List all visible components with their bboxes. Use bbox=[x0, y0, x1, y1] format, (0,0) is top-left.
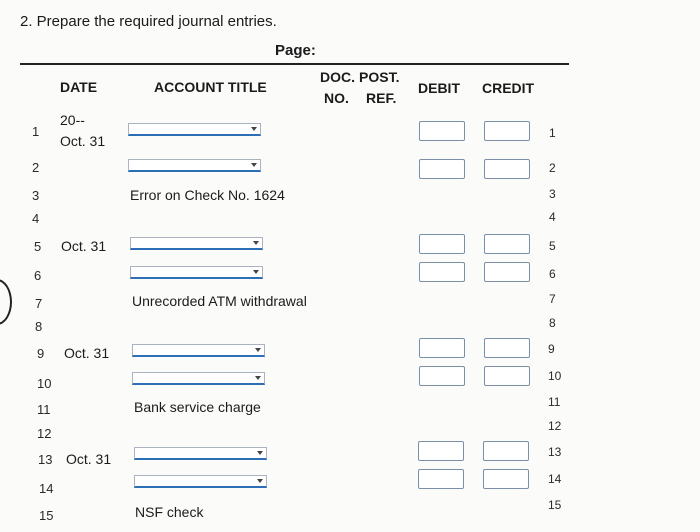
line-number-left: 15 bbox=[39, 508, 54, 523]
account-title-dropdown[interactable] bbox=[132, 344, 265, 357]
credit-input[interactable] bbox=[484, 338, 530, 358]
entry-date: Oct. 31 bbox=[60, 133, 106, 149]
instructions-heading: 2. Prepare the required journal entries. bbox=[20, 13, 277, 30]
header-rule bbox=[20, 63, 569, 65]
chevron-down-icon bbox=[255, 376, 261, 380]
line-number-right: 4 bbox=[549, 210, 556, 224]
line-number-left: 2 bbox=[32, 160, 40, 175]
line-number-right: 12 bbox=[548, 419, 562, 433]
date-column-header: DATE bbox=[60, 79, 98, 95]
line-number-left: 14 bbox=[39, 481, 54, 496]
debit-input[interactable] bbox=[419, 159, 465, 179]
credit-column-header: CREDIT bbox=[482, 80, 535, 96]
credit-input[interactable] bbox=[483, 441, 529, 461]
debit-input[interactable] bbox=[418, 441, 464, 461]
line-number-right: 1 bbox=[549, 126, 556, 140]
line-number-left: 10 bbox=[37, 376, 52, 391]
chevron-down-icon bbox=[257, 451, 263, 455]
line-number-left: 5 bbox=[34, 239, 42, 254]
line-number-left: 6 bbox=[34, 268, 42, 283]
chevron-down-icon bbox=[251, 127, 257, 131]
credit-input[interactable] bbox=[484, 262, 530, 282]
line-number-left: 4 bbox=[32, 211, 40, 226]
entry-date: Oct. 31 bbox=[61, 238, 107, 254]
line-number-left: 12 bbox=[37, 426, 52, 441]
account-title-dropdown[interactable] bbox=[132, 372, 265, 385]
account-title-dropdown[interactable] bbox=[134, 447, 267, 460]
debit-input[interactable] bbox=[418, 469, 464, 489]
account-title-dropdown[interactable] bbox=[134, 475, 267, 488]
account-title-column-header: ACCOUNT TITLE bbox=[154, 79, 267, 95]
chevron-down-icon bbox=[253, 241, 259, 245]
line-number-right: 5 bbox=[549, 239, 556, 253]
debit-input[interactable] bbox=[419, 121, 465, 141]
credit-input[interactable] bbox=[484, 159, 530, 179]
left-edge-bracket bbox=[0, 279, 12, 325]
debit-input[interactable] bbox=[419, 338, 465, 358]
entry-date: Oct. 31 bbox=[66, 451, 112, 467]
chevron-down-icon bbox=[255, 348, 261, 352]
credit-input[interactable] bbox=[484, 234, 530, 254]
line-number-right: 6 bbox=[549, 267, 556, 281]
debit-column-header: DEBIT bbox=[418, 80, 460, 96]
account-title-dropdown[interactable] bbox=[128, 159, 261, 172]
line-number-left: 13 bbox=[38, 452, 53, 467]
account-title-dropdown[interactable] bbox=[130, 237, 263, 250]
credit-input[interactable] bbox=[484, 366, 530, 386]
line-number-right: 3 bbox=[549, 187, 556, 201]
page-label: Page: bbox=[275, 42, 316, 59]
post-ref-column-header-line2: REF. bbox=[366, 90, 397, 106]
line-number-left: 11 bbox=[37, 402, 51, 417]
entry-explanation: Bank service charge bbox=[134, 399, 261, 415]
account-title-dropdown[interactable] bbox=[130, 266, 263, 279]
line-number-right: 8 bbox=[549, 316, 556, 330]
line-number-left: 1 bbox=[32, 124, 40, 139]
line-number-left: 8 bbox=[35, 319, 43, 334]
line-number-right: 10 bbox=[548, 369, 562, 383]
line-number-right: 14 bbox=[548, 472, 562, 486]
line-number-right: 15 bbox=[548, 498, 562, 512]
credit-input[interactable] bbox=[484, 121, 530, 141]
chevron-down-icon bbox=[253, 270, 259, 274]
line-number-left: 9 bbox=[37, 346, 45, 361]
entry-explanation: Unrecorded ATM withdrawal bbox=[132, 293, 307, 309]
entry-explanation: NSF check bbox=[135, 504, 204, 520]
line-number-right: 11 bbox=[548, 395, 561, 409]
credit-input[interactable] bbox=[483, 469, 529, 489]
chevron-down-icon bbox=[251, 163, 257, 167]
debit-input[interactable] bbox=[419, 366, 465, 386]
debit-input[interactable] bbox=[419, 234, 465, 254]
line-number-right: 9 bbox=[548, 342, 555, 356]
line-number-right: 13 bbox=[548, 445, 562, 459]
line-number-left: 3 bbox=[32, 188, 40, 203]
line-number-left: 7 bbox=[35, 296, 43, 311]
entry-explanation: Error on Check No. 1624 bbox=[130, 187, 285, 203]
post-ref-column-header-line1: POST. bbox=[359, 69, 400, 85]
line-number-right: 2 bbox=[549, 161, 556, 175]
doc-column-header-line2: NO. bbox=[324, 90, 349, 106]
entry-year: 20-- bbox=[60, 112, 85, 128]
doc-column-header-line1: DOC. bbox=[320, 69, 355, 85]
line-number-right: 7 bbox=[549, 292, 556, 306]
entry-date: Oct. 31 bbox=[64, 345, 110, 361]
debit-input[interactable] bbox=[419, 262, 465, 282]
chevron-down-icon bbox=[257, 479, 263, 483]
account-title-dropdown[interactable] bbox=[128, 123, 261, 136]
